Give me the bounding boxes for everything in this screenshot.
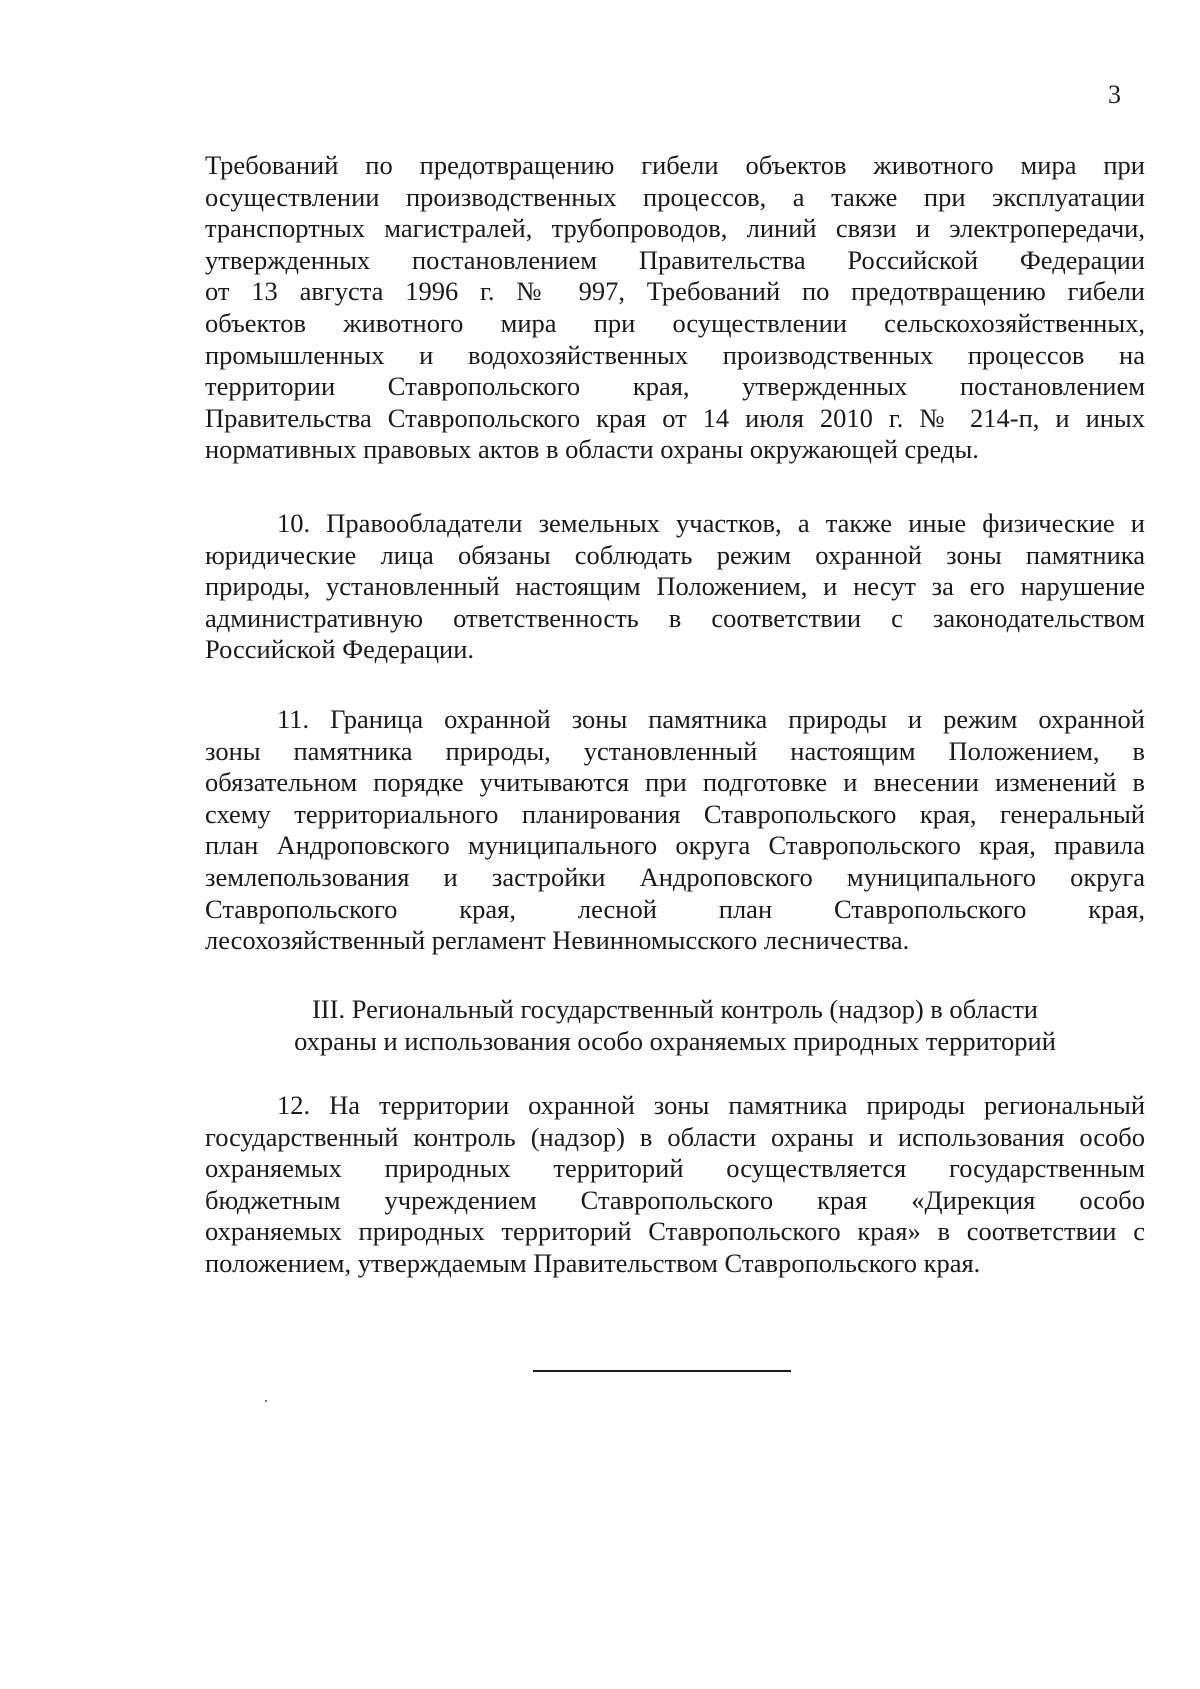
text-line: осуществлении производственных процессов, а также при эксплуатации: [205, 181, 1145, 212]
text-line: 12. На территории охранной зоны памятника природы региональный: [277, 1090, 1145, 1120]
text-line: схему территориального планирования Ставропольского края, генеральный: [205, 798, 1145, 829]
text-line: 11. Граница охранной зоны памятника природы и режим охранной: [277, 704, 1145, 734]
text-line: положением, утверждаемым Правительством Ставропольского края.: [205, 1247, 981, 1278]
text-line: Ставропольского края, лесной план Ставропольского края,: [205, 893, 1145, 924]
text-line: территории Ставропольского края, утвержденных постановлением: [205, 371, 1145, 402]
scan-speck: [265, 1400, 267, 1402]
section-heading-line: III. Региональный государственный контроль (надзор) в области: [311, 994, 1038, 1024]
paragraph-10: [205, 508, 1145, 666]
text-line: землепользования и застройки Андроповского муниципального округа: [205, 861, 1145, 892]
text-line: промышленных и водохозяйственных производственных процессов на: [205, 339, 1145, 370]
page-number: 3: [1108, 80, 1121, 109]
text-line: обязательном порядке учитываются при подготовке и внесении изменений в: [205, 767, 1145, 798]
text-line: зоны памятника природы, установленный настоящим Положением, в: [205, 735, 1145, 766]
text-line: от 13 августа 1996 г. № 997, Требований по предотвращению гибели: [205, 276, 1145, 307]
text-line: Требований по предотвращению гибели объектов животного мира при: [205, 150, 1145, 180]
text-line: Правительства Ставропольского края от 14 июля 2010 г. № 214-п, и иных: [205, 402, 1145, 433]
text-line: государственный контроль (надзор) в области охраны и использования особо: [205, 1121, 1145, 1152]
paragraph-continuation: [205, 150, 1145, 466]
text-line: транспортных магистралей, трубопроводов, линий связи и электропередачи,: [205, 213, 1145, 244]
text-line: природы, установленный настоящим Положением, и несут за его нарушение: [205, 571, 1145, 602]
text-line: нормативных правовых актов в области охраны окружающей среды.: [205, 434, 979, 465]
text-line: охраняемых природных территорий Ставропольского края» в соответствии с: [205, 1216, 1145, 1247]
section-heading-line: охраны и использования особо охраняемых природных территорий: [294, 1026, 1056, 1056]
text-line: бюджетным учреждением Ставропольского края «Дирекция особо: [205, 1184, 1145, 1215]
text-line: охраняемых природных территорий осуществляется государственным: [205, 1153, 1145, 1184]
paragraph-11: [205, 704, 1145, 957]
text-line: объектов животного мира при осуществлении сельскохозяйственных,: [205, 307, 1145, 338]
closing-rule: [533, 1370, 791, 1372]
text-line: юридические лица обязаны соблюдать режим охранной зоны памятника: [205, 539, 1145, 570]
paragraph-12: [205, 1090, 1145, 1280]
section-heading: [205, 993, 1145, 1057]
text-line: административную ответственность в соответствии с законодательством: [205, 602, 1145, 633]
text-line: утвержденных постановлением Правительства Российской Федерации: [205, 244, 1145, 275]
text-line: Российской Федерации.: [205, 634, 474, 665]
text-line: план Андроповского муниципального округа Ставропольского края, правила: [205, 830, 1145, 861]
text-line: лесохозяйственный регламент Невинномысского лесничества.: [205, 925, 910, 956]
text-line: 10. Правообладатели земельных участков, а также иные физические и: [277, 508, 1145, 538]
